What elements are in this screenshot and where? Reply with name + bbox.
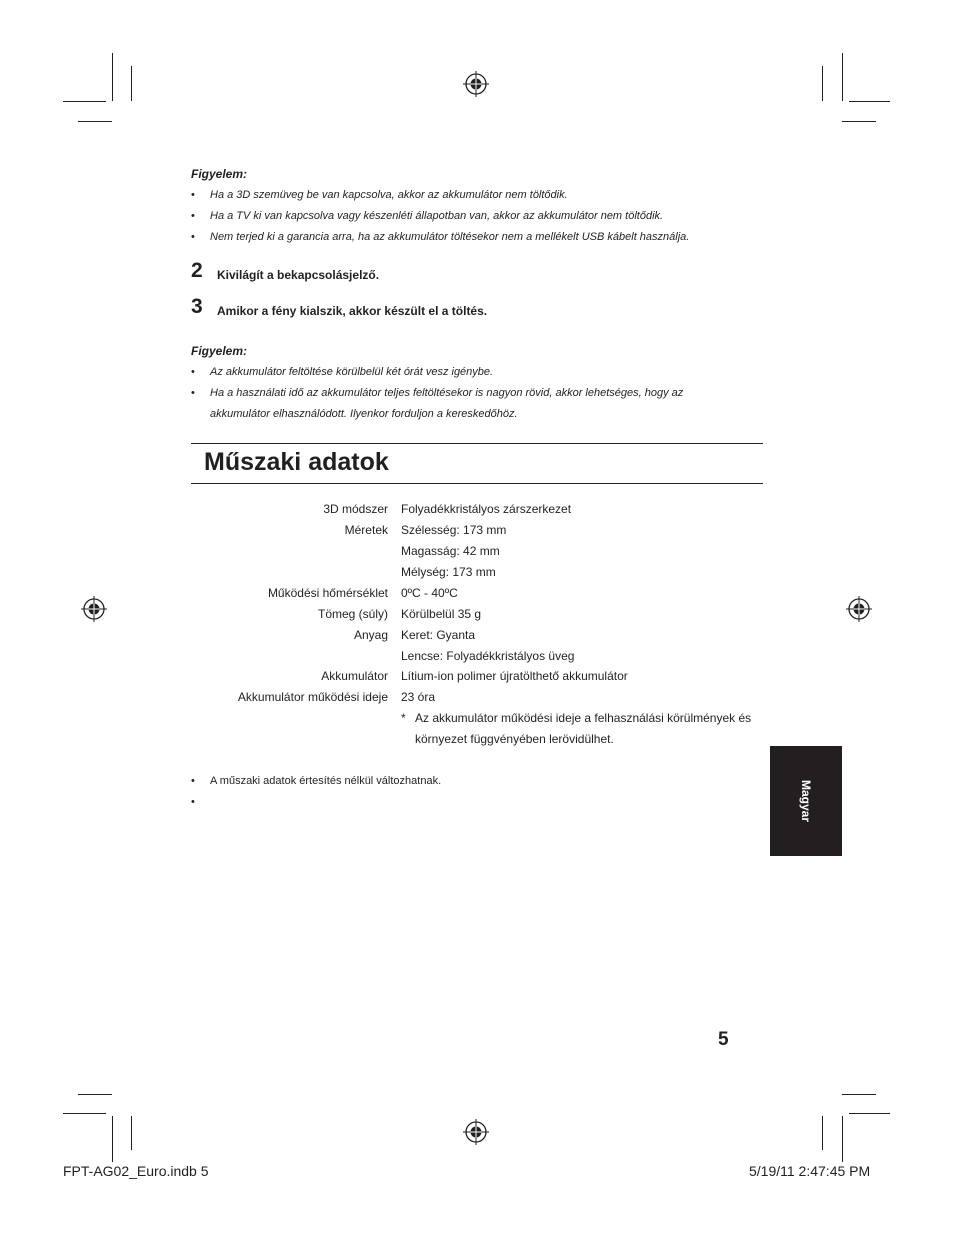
bullet-icon: •	[191, 366, 195, 378]
crop-mark	[849, 1113, 890, 1114]
crop-mark	[78, 121, 112, 122]
spec-value: Keret: Gyanta	[401, 628, 476, 642]
spec-row	[191, 687, 761, 708]
bullet-icon: •	[191, 796, 195, 808]
spec-label: Anyag	[353, 628, 388, 642]
spec-row	[191, 541, 761, 562]
note-list	[191, 362, 711, 425]
language-tab-label: Magyar	[799, 779, 813, 823]
spec-row	[191, 499, 761, 520]
bullet-icon: •	[191, 189, 195, 201]
spec-value: Szélesség: 173 mm	[401, 523, 507, 537]
spec-value: Mélység: 173 mm	[401, 565, 496, 579]
spec-row	[191, 562, 761, 583]
spec-label: Akkumulátor	[321, 669, 388, 683]
registration-mark-icon	[463, 71, 489, 97]
list-item: • Ha a TV ki van kapcsolva vagy készenléti állapotban van, akkor az akkumulátor nem töltődik.	[191, 206, 751, 227]
spec-value: Folyadékkristályos zárszerkezet	[401, 502, 572, 516]
bullet-icon: •	[191, 210, 195, 222]
slug-timestamp: 5/19/11 2:47:45 PM	[749, 1163, 871, 1179]
crop-mark	[112, 53, 113, 101]
spec-row	[191, 520, 761, 541]
note-title: Figyelem:	[191, 344, 248, 358]
footnote-text: Az akkumulátor működési ideje a felhasználási körülmények és környezet függvényében lerövidülhet.	[415, 711, 752, 746]
crop-mark	[63, 1113, 106, 1114]
crop-mark	[112, 1116, 113, 1162]
spec-label: Akkumulátor működési ideje	[237, 690, 388, 704]
spec-value: Lítium-ion polimer újratölthető akkumulátor	[401, 669, 628, 683]
list-item: • Ha a 3D szemüveg be van kapcsolva, akkor az akkumulátor nem töltődik.	[191, 185, 751, 206]
section-rule-bottom	[191, 483, 763, 484]
spec-row	[191, 604, 761, 625]
list-item: • Ha a használati idő az akkumulátor teljes feltöltésekor is nagyon rövid, akkor lehetséges, hogy az akkumulátor elhasználódott. Ilyenkor forduljon a kereskedőhöz.	[191, 383, 711, 425]
list-item: • Az akkumulátor feltöltése körülbelül két órát vesz igénybe.	[191, 362, 711, 383]
list-item: • Nem terjed ki a garancia arra, ha az akkumulátor töltésekor nem a mellékelt USB kábelt használja.	[191, 227, 751, 248]
crop-mark	[78, 1094, 112, 1095]
crop-mark	[131, 66, 132, 101]
bullet-icon: •	[191, 231, 195, 243]
crop-mark	[822, 1116, 823, 1150]
crop-mark	[131, 1116, 132, 1150]
crop-mark	[842, 53, 843, 101]
spec-label: Tömeg (súly)	[317, 607, 388, 621]
step-number: 2	[191, 259, 203, 282]
registration-mark-icon	[463, 1119, 489, 1145]
spec-value: Magasság: 42 mm	[401, 544, 500, 558]
footer-list	[191, 771, 751, 808]
section-rule-top	[191, 443, 763, 444]
step-text: Amikor a fény kialszik, akkor készült el a töltés.	[217, 304, 488, 318]
crop-mark	[822, 66, 823, 101]
crop-mark	[842, 1116, 843, 1162]
asterisk: *	[401, 711, 406, 725]
crop-mark	[849, 101, 890, 102]
spec-footnote	[401, 708, 761, 750]
note-list	[191, 185, 751, 248]
list-item: • A műszaki adatok értesítés nélkül változhatnak.	[191, 771, 751, 792]
spec-label: Méretek	[344, 523, 388, 537]
crop-mark	[842, 1094, 876, 1095]
spec-row	[191, 646, 761, 667]
bullet-icon: •	[191, 775, 195, 787]
spec-row	[191, 583, 761, 604]
page-number: 5	[718, 1029, 729, 1050]
spec-label: 3D módszer	[323, 502, 388, 516]
spec-value: 0ºC - 40ºC	[401, 586, 458, 600]
registration-mark-icon	[846, 596, 872, 622]
bullet-icon: •	[191, 387, 195, 399]
crop-mark	[842, 121, 876, 122]
registration-mark-icon	[81, 596, 107, 622]
step-number: 3	[191, 295, 203, 318]
spec-row	[191, 625, 761, 646]
note-title: Figyelem:	[191, 167, 248, 181]
slug-filename: FPT-AG02_Euro.indb 5	[63, 1163, 209, 1179]
crop-mark	[63, 101, 106, 102]
section-title: Műszaki adatok	[204, 448, 389, 476]
spec-value: Körülbelül 35 g	[401, 607, 482, 621]
spec-row	[191, 666, 761, 687]
spec-value: Lencse: Folyadékkristályos üveg	[401, 649, 575, 663]
language-tab	[770, 746, 842, 856]
spec-value: 23 óra	[401, 690, 436, 704]
step-text: Kivilágít a bekapcsolásjelző.	[217, 268, 380, 282]
spec-label: Működési hőmérséklet	[267, 586, 388, 600]
